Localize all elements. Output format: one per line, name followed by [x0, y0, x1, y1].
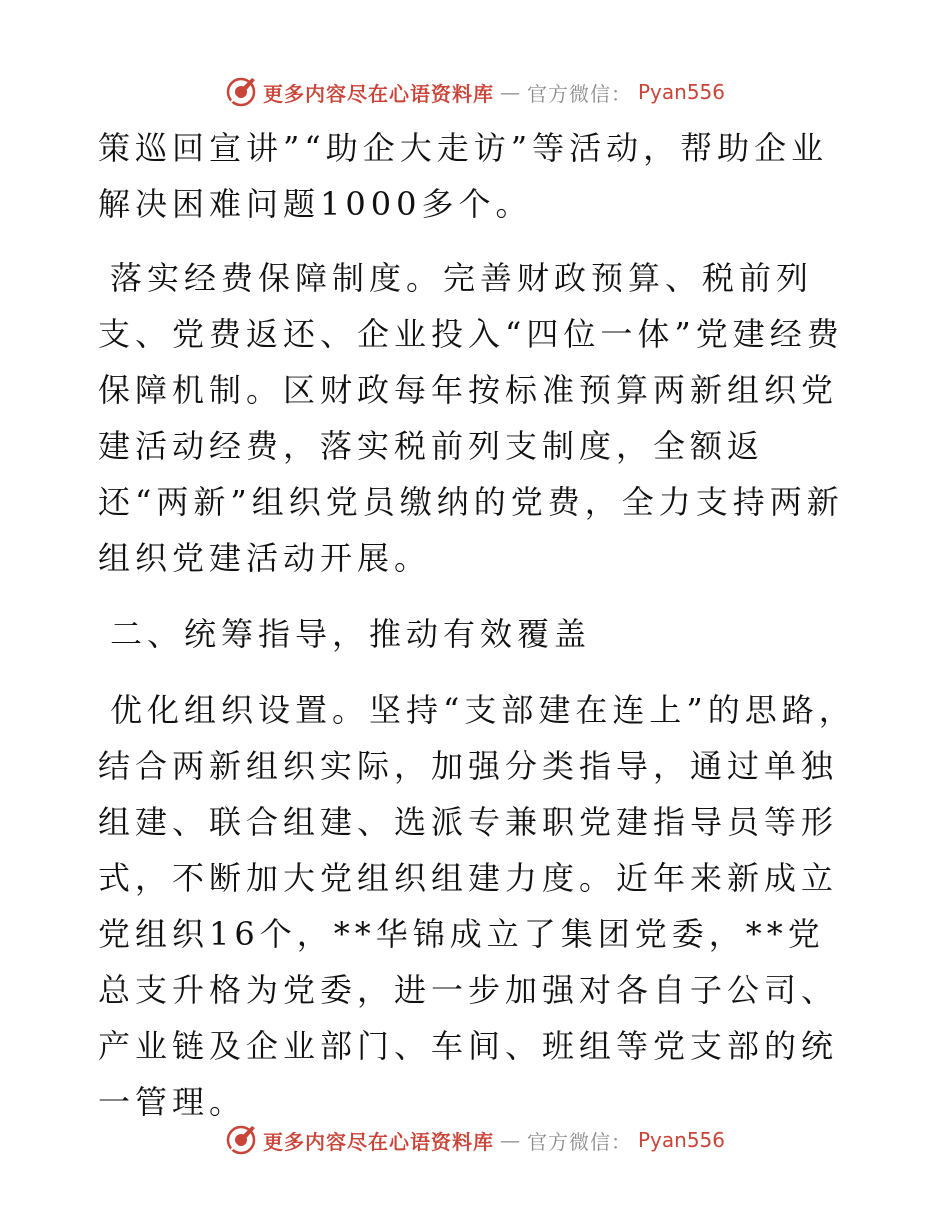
watermark-wechat-id: Pyan556 [637, 1128, 725, 1152]
footer-watermark [0, 1120, 950, 1160]
watermark-brand-text: 更多内容尽在心语资料库 [262, 1129, 494, 1154]
quill-logo-icon [225, 1124, 257, 1156]
watermark-brand-text: 更多内容尽在心语资料库 [262, 81, 494, 106]
paragraph-organization: 优化组织设置。坚持“支部建在连上”的思路，结合两新组织实际，加强分类指导，通过单独组建、联合组建、选派专兼职党建指导员等形式，不断加大党组织组建力度。近年来新成立党组织16个，**华锦成立了集团党委，**党总支升格为党委，进一步加强对各自子公司、产业链及企业部门、车间、班组等党支部的统一管理。 [98, 691, 856, 1121]
header-watermark [0, 72, 950, 112]
watermark-dash: — [499, 80, 521, 104]
quill-logo-icon [225, 76, 257, 108]
watermark-wechat-label: 官方微信： [526, 1129, 632, 1154]
watermark-wechat-label: 官方微信： [526, 81, 632, 106]
paragraph-funding: 落实经费保障制度。完善财政预算、税前列支、党费返还、企业投入“四位一体”党建经费保障机制。区财政每年按标准预算两新组织党建活动经费，落实税前列支制度，全额返还“两新”组织党员缴纳的党费，全力支持两新组织党建活动开展。 [98, 259, 844, 577]
paragraph-continuation: 策巡回宣讲”“助企大走访”等活动，帮助企业解决困难问题1000多个。 [98, 129, 829, 223]
watermark-dash: — [499, 1128, 521, 1152]
section-heading: 二、统筹指导，推动有效覆盖 [110, 615, 592, 653]
watermark-wechat-id: Pyan556 [637, 80, 725, 104]
document-body [98, 120, 858, 1150]
